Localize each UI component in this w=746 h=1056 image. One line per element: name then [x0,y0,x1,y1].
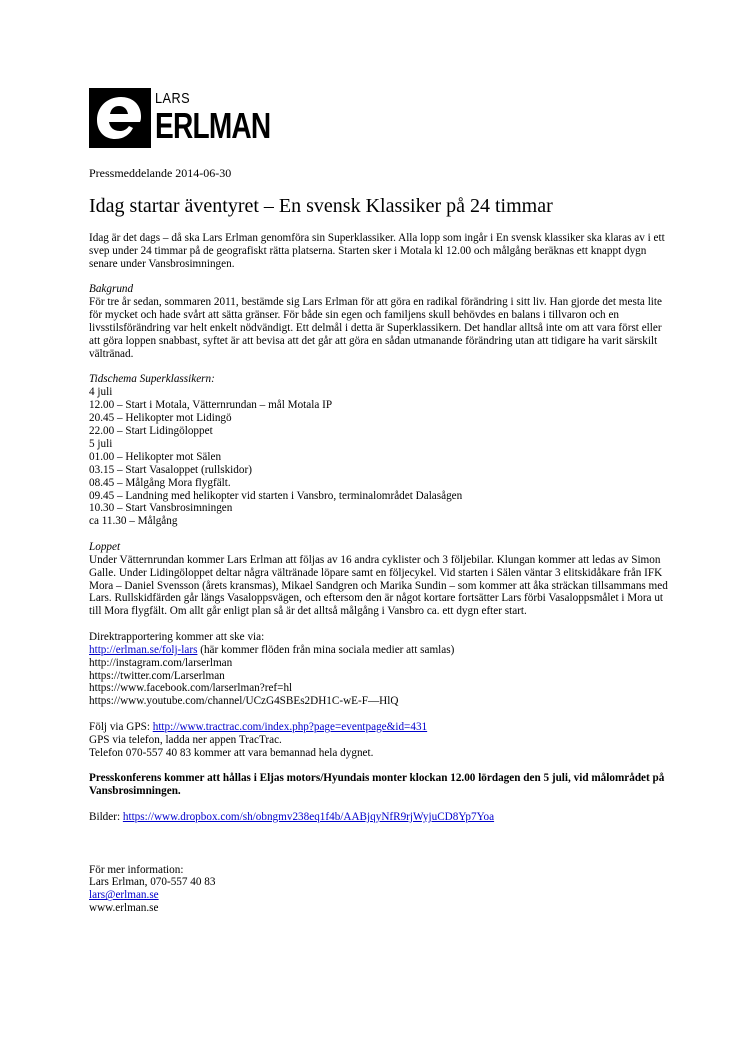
schedule-line: 03.15 – Start Vasaloppet (rullskidor) [89,463,252,476]
gps-link-line [89,721,669,734]
logo-e-mark-icon [89,88,151,148]
social-link-youtube: https://www.youtube.com/channel/UCzG4SBEs2DH1C-wE-F—HlQ [89,695,399,708]
schedule-heading: Tidschema Superklassikern: [89,373,215,386]
schedule-line: 08.45 – Målgång Mora flygfält. [89,476,231,489]
images-line [89,811,669,824]
reporting-section [89,631,669,708]
race-heading: Loppet [89,540,121,553]
gps-link[interactable]: http://www.tractrac.com/index.php?page=eventpage&id=431 [152,720,428,733]
page-title: Idag startar äventyret – En svensk Klassiker på 24 timmar [89,195,553,217]
contact-email-line [89,889,669,902]
contact-heading: För mer information: [89,863,184,876]
race-text: Under Vätternrundan kommer Lars Erlman att följas av 16 andra cyklister och 3 följebilar. Klungan kommer att ledas av Simon Galle. Under Lidingöloppet deltar några vältränade löpare samt en följecykel. Vid starten i Sälen väntar 3 elitskidåkare från IFK Mora – Daniel Svensson (årets kransmas), Mikael Sandgren och Marika Sundin – som kommer att åka sträckan tillsammans med Lars. Rullskidfärden går längs Vasaloppsvägen, och eftersom den är något kortare fortsätter Lars förbi Vasaloppsmålet i Mora ut till Mora flygfält. Om allt går enligt plan så är det alltså målgång i Vansbro ca. ett dygn efter start. [89,553,668,618]
follow-lars-suffix: (här kommer flöden från mina sociala medier att samlas) [197,643,455,656]
contact-website: www.erlman.se [89,902,159,915]
dateline: Pressmeddelande 2014-06-30 [89,166,232,180]
logo-text-erlman: ERLMAN [155,105,271,146]
press-conference-notice: Presskonferens kommer att hållas i Eljas motors/Hyundais monter klockan 12.00 lördagen den 5 juli, vid målområdet på Vansbrosimningen. [89,772,665,798]
background-section [89,283,669,360]
social-link-instagram: http://instagram.com/larserlman [89,656,233,669]
schedule-line: 10.30 – Start Vansbrosimningen [89,502,233,515]
social-link-twitter: https://twitter.com/Larserlman [89,669,225,682]
schedule-line: ca 11.30 – Målgång [89,515,178,528]
intro-paragraph: Idag är det dags – då ska Lars Erlman genomföra sin Superklassiker. Alla lopp som ingår i En svensk klassiker ska klaras av i ett svep under 24 timmar på de geografiskt rätta platserna. Starten sker i Motala kl 12.00 och målgång beräknas ett knappt dygn senare under Vansbrosimningen. [89,232,665,270]
gps-section [89,721,669,760]
schedule-line: 5 juli [89,437,113,450]
contact-section [89,864,669,916]
dropbox-link[interactable]: https://www.dropbox.com/sh/obngmv238eq1f4b/AABjqyNfR9rjWyjuCD8Yp7Yoa [122,810,495,823]
background-heading: Bakgrund [89,283,134,296]
document-page [89,88,669,915]
logo-text-lars: LARS [155,90,191,107]
logo [89,88,669,150]
gps-prefix: Följ via GPS: [89,720,153,733]
gps-phone-line: Telefon 070-557 40 83 kommer att vara bemannad hela dygnet. [89,746,374,759]
images-prefix: Bilder: [89,810,123,823]
gps-app-line: GPS via telefon, ladda ner appen TracTrac. [89,733,282,746]
schedule-line: 20.45 – Helikopter mot Lidingö [89,412,232,425]
contact-email-link[interactable]: lars@erlman.se [89,889,159,902]
schedule-line: 09.45 – Landning med helikopter vid starten i Vansbro, terminalområdet Dalasågen [89,489,463,502]
follow-lars-link[interactable]: http://erlman.se/folj-lars [89,643,198,656]
schedule-line: 12.00 – Start i Motala, Vätternrundan – mål Motala IP [89,399,333,412]
schedule-line: 4 juli [89,386,113,399]
schedule-line: 01.00 – Helikopter mot Sälen [89,450,222,463]
reporting-main-link-line [89,644,669,657]
schedule-line: 22.00 – Start Lidingöloppet [89,424,213,437]
race-section [89,541,669,618]
schedule-section [89,373,669,528]
reporting-intro: Direktrapportering kommer att ske via: [89,630,265,643]
contact-name-phone: Lars Erlman, 070-557 40 83 [89,876,216,889]
background-text: För tre år sedan, sommaren 2011, bestämde sig Lars Erlman för att göra en radikal förändring i sitt liv. Han gjorde det mesta lite för mycket och hade svårt att sätta gränser. För både sin egen och familjens skull behövdes en balans i tillvaron och en livsstilsförändring var helt enkelt nödvändigt. Ett delmål i detta är Superklassikern. Det handlar alltså inte om att vara först eller att göra loppen snabbast, syftet är att bevisa att det går att göra en sådan utmanande förändring utan att tidigare ha varit särskilt vältränad. [89,296,662,360]
social-link-facebook: https://www.facebook.com/larserlman?ref=hl [89,682,293,695]
